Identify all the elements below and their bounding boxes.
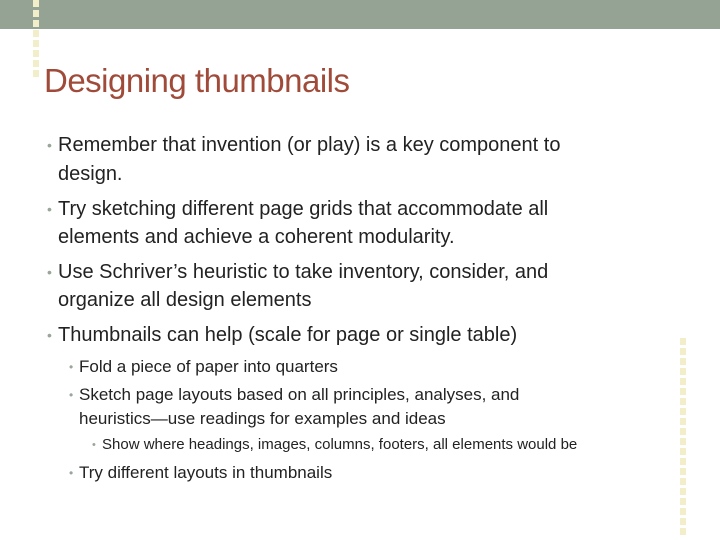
- bullet-dot-icon: •: [47, 201, 52, 217]
- bullet-dot-icon: •: [69, 360, 74, 374]
- sub-bullet-3: [69, 460, 333, 486]
- bullet-3-continued: [58, 286, 312, 314]
- sub-bullet-2-line-2: heuristics—use readings for examples and ideas: [79, 409, 446, 428]
- bullet-dot-icon: •: [69, 388, 74, 402]
- bullet-1-line-1: Remember that invention (or play) is a key component to: [58, 134, 561, 156]
- sub-bullet-3-text: Try different layouts in thumbnails: [79, 463, 333, 482]
- bullet-1-continued: [58, 160, 123, 188]
- sub-bullet-1: [69, 354, 338, 380]
- sub-bullet-2-line-1: Sketch page layouts based on all principles, analyses, and: [79, 385, 520, 404]
- bullet-4-line-1: Thumbnails can help (scale for page or single table): [58, 324, 518, 346]
- sub-sub-bullet-1-text: Show where headings, images, columns, footers, all elements would be: [102, 436, 578, 453]
- bullet-dot-icon: •: [92, 439, 96, 451]
- bullet-dot-icon: •: [47, 327, 52, 343]
- sub-bullet-1-text: Fold a piece of paper into quarters: [79, 357, 338, 376]
- bullet-4: [47, 321, 518, 349]
- bullet-2: [47, 195, 549, 223]
- bullet-3-line-2: organize all design elements: [58, 289, 312, 311]
- bullet-dot-icon: •: [47, 137, 52, 153]
- bullet-2-line-1: Try sketching different page grids that accommodate all: [58, 198, 549, 220]
- bullet-2-line-2: elements and achieve a coherent modularity.: [58, 226, 455, 248]
- sub-sub-bullet-1: [92, 434, 578, 456]
- bullet-1-line-2: design.: [58, 163, 123, 185]
- bullet-3-line-1: Use Schriver’s heuristic to take inventory, consider, and: [58, 261, 549, 283]
- bullet-2-continued: [58, 223, 455, 251]
- slide-title: Designing thumbnails: [44, 62, 350, 99]
- sub-bullet-2: [69, 382, 520, 408]
- bullet-dot-icon: •: [69, 466, 74, 480]
- bullet-dot-icon: •: [47, 264, 52, 280]
- bullet-1: [47, 131, 561, 159]
- sub-bullet-2-continued: [79, 406, 446, 432]
- bullet-3: [47, 258, 549, 286]
